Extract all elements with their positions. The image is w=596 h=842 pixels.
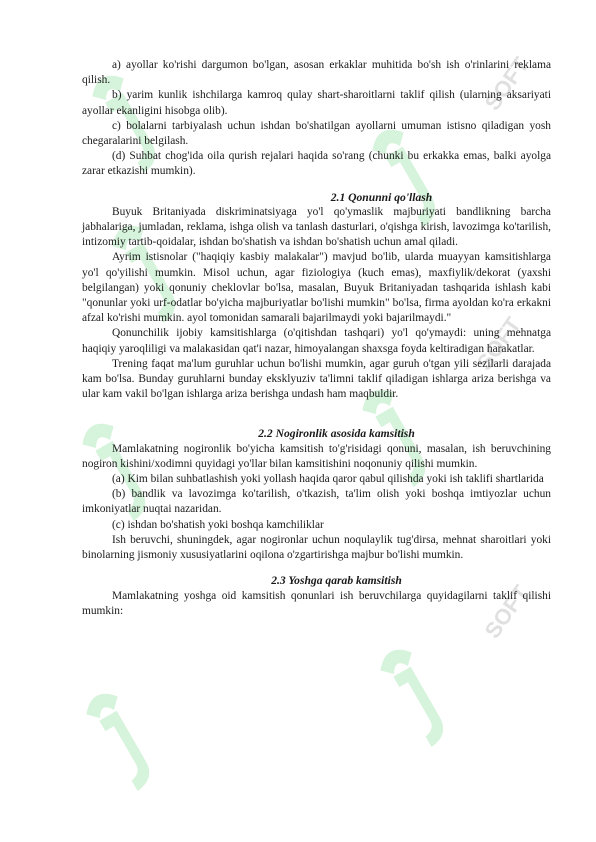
list-item-d: (d) Suhbat chog'ida oila qurish rejalari haqida so'rang (chunki bu erkakka emas, balki ayolga zarar etkazishi mumkin). (82, 150, 551, 178)
section-heading-2-3: 2.3 Yoshga qarab kamsitish (271, 574, 402, 588)
section-2-2-paragraph-2: Ish beruvchi, shuningdek, agar nogironlar uchun noqulaylik tug'dirsa, mehnat sharoitlari yoki binolarning jismoniy xususiyatlarini oqilona o'zgartirishga majbur bo'lishi mumkin. (82, 533, 551, 562)
section-2-1-paragraph-4: Trening faqat ma'lum guruhlar uchun bo'lishi mumkin, agar guruh o'tgan yili sezilarli darajada kam bo'lsa. Bunday guruhlarni bunday eksklyuziv ta'limni taklif qiladigan ishlarga ariza berishga va ular kam vakil bo'lgan ishlarga ariza berishga undash ham maqbuldir. (82, 357, 551, 401)
list-item-b: b) yarim kunlik ishchilarga kamroq qulay shart-sharoitlarni taklif qilish (ularning aksariyati ayollar ekanligini hisobga olib). (82, 89, 551, 117)
section-2-1-paragraph-1: Buyuk Britaniyada diskriminatsiyaga yo'l qo'ymaslik majburiyati bandlikning barcha jabhalariga, jumladan, reklama, ishga olish va tanlash dasturlari, o'qishga kirish, lavozimga ko'tarilish, intizomiy tartib-qoidalar, ishdan bo'shatish va ishdan bo'shatish uchun amal qiladi. (82, 205, 551, 249)
watermark-logo-text-1: SOFT (479, 52, 534, 115)
list-item-a: a) ayollar ko'rishi dargumon bo'lgan, asosan erkaklar muhitida bo'sh ish o'rinlarini reklama qilish. (82, 59, 551, 87)
watermark-mark-7 (375, 643, 458, 750)
section-2-1-paragraph-3: Qonunchilik ijobiy kamsitishlarga (o'qitishdan tashqari) yo'l qo'ymaydi: uning mehnatga haqiqiy yaroqliligi va malakasidan qat'i nazar, himoyalangan shaxsga foyda keltiradigan harakatlar. (82, 327, 551, 355)
watermark-logo-text-2: SOFT (471, 312, 526, 375)
section-2-2-item-b: (b) bandlik va lavozimga ko'tarilish, o'tkazish, ta'lim olish yoki boshqa imtiyozlar uchun imkoniyatlar nuqtai nazaridan. (82, 488, 551, 516)
watermark-mark-4 (81, 687, 164, 794)
section-2-1-paragraph-2: Ayrim istisnolar ("haqiqiy kasbiy malakalar") mavjud bo'lib, ularda muayyan kamsitishlarga yo'l qo'yilishi mumkin. Misol uchun, agar fiziologiya (kuch emas), maxfiylik/dekorat (yaxshi belgilangan) yoki qonuniy cheklovlar bo'lsa, masalan, Buyuk Britaniyadan tashqarida ishlash kabi "qonunlar yoki urf-odatlar bo'yicha majburiyatlar bo'lishi mumkin" bo'lsa, firma ayoldan ko'ra erkakni afzal ko'rishi mumkin. ayol tomonidan samarali bajarilmaydi yoki bajarilmaydi." (82, 251, 551, 325)
list-item-c: c) bolalarni tarbiyalash uchun ishdan bo'shatilgan ayollarni umuman istisno qiladigan yosh chegaralarini belgilash. (82, 119, 551, 148)
section-2-2-item-c: (c) ishdan bo'shatish yoki boshqa kamchiliklar (112, 518, 324, 531)
section-2-3-paragraph-1: Mamlakatning yoshga oid kamsitish qonunlari ish beruvchilarga quyidagilarni taklif qilishi mumkin: (82, 589, 551, 617)
section-2-2-paragraph-1: Mamlakatning nogironlik bo'yicha kamsitish to'g'risidagi qonuni, masalan, ish beruvchining nogiron kishini/xodimni quyidagi yo'llar bilan kamsitishini noqonuniy qilishi mumkin. (82, 442, 551, 470)
section-2-2-item-a: (a) Kim bilan suhbatlashish yoki yollash haqida qaror qabul qilishda yoki ish taklifi shartlarida (112, 473, 544, 486)
watermark-logo-text-3: SOFT (479, 580, 534, 643)
section-heading-2-1: 2.1 Qonunni qo'llash (330, 190, 433, 204)
document-body (82, 58, 551, 619)
section-heading-2-2: 2.2 Nogironlik asosida kamsitish (258, 427, 415, 441)
